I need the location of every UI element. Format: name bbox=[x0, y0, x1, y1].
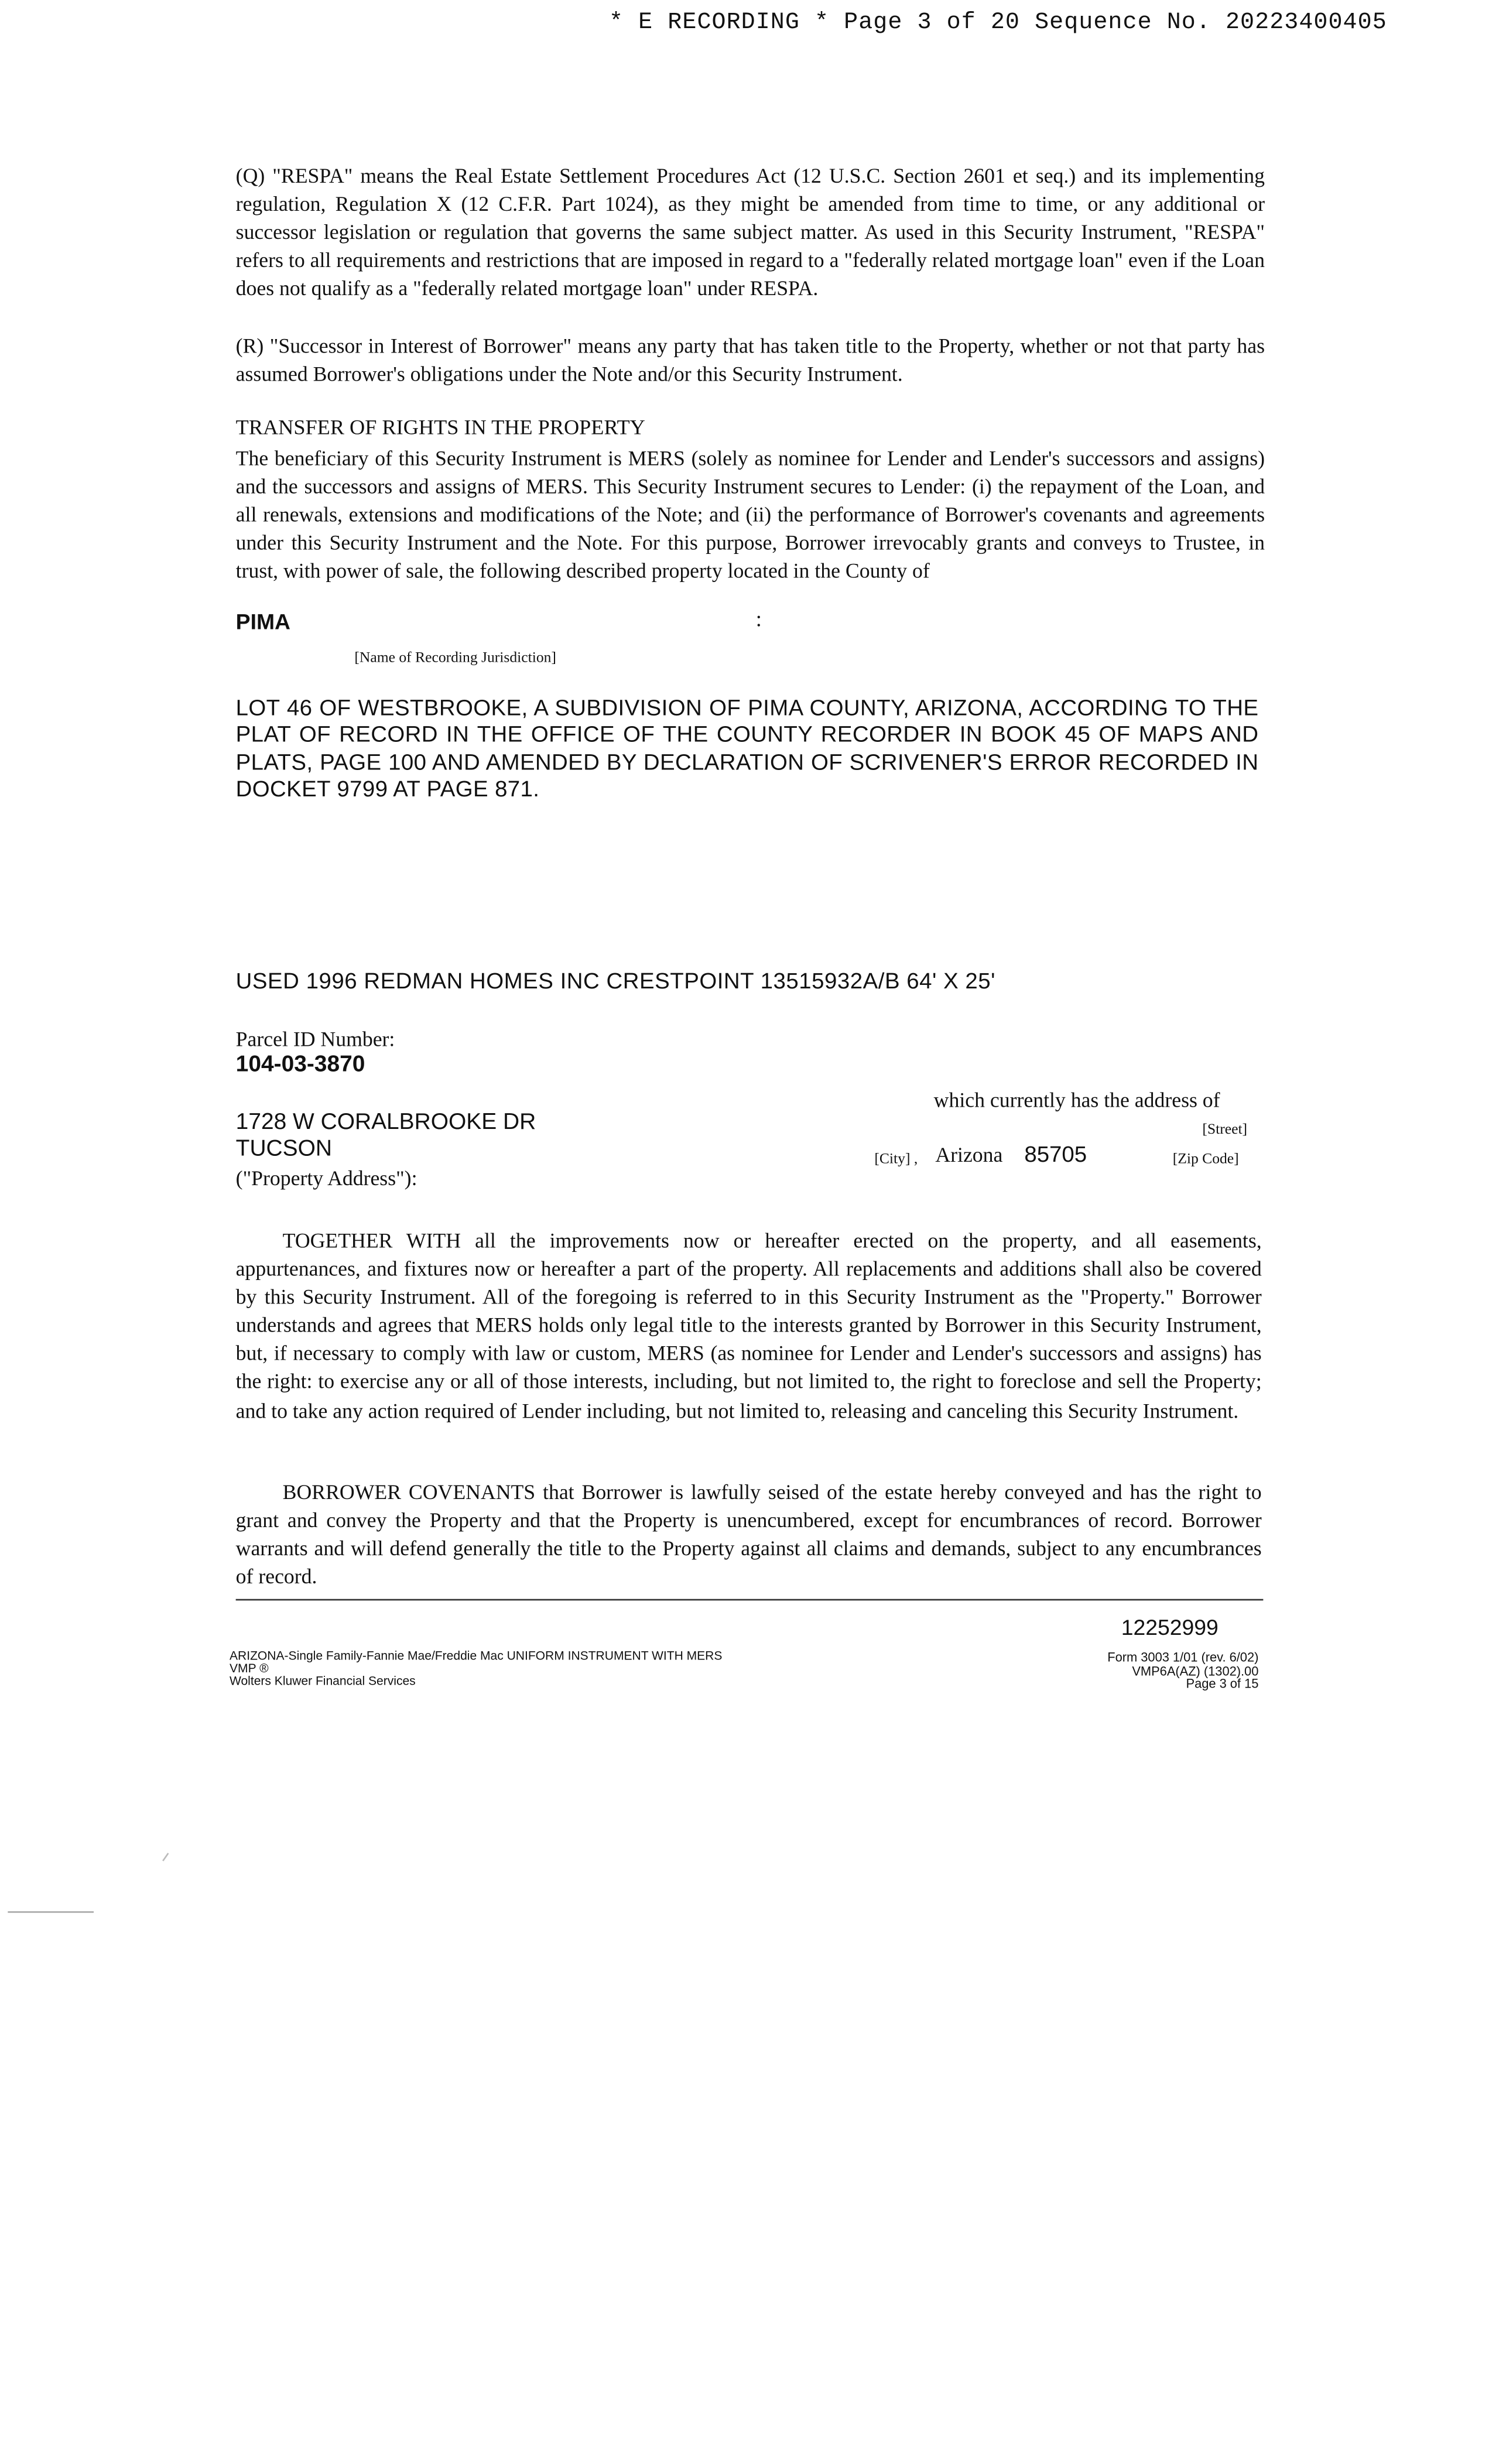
parcel-number: 104-03-3870 bbox=[235, 1052, 365, 1078]
form-publisher: Wolters Kluwer Financial Services bbox=[230, 1674, 416, 1688]
county-colon: : bbox=[755, 609, 762, 633]
transfer-body: The beneficiary of this Security Instrument is MERS (solely as nominee for Lender and Lender's successors and assigns) and the successors and assigns of MERS. This Security Instrument secures to Lender: (i) the repayment of the Loan, and all renewals, extensions and modifications of the Note; and (ii) the performance of Borrower's covenants and agreements under this Security Instrument and the Note. For this purpose, Borrower irrevocably grants and conveys to Trustee, in trust, with power of sale, the following described property located in the County of bbox=[235, 446, 1265, 583]
form-title: ARIZONA-Single Family-Fannie Mae/Freddie Mac UNIFORM INSTRUMENT WITH MERS bbox=[230, 1649, 723, 1664]
state-value: Arizona bbox=[935, 1143, 1003, 1167]
borrower-covenants-paragraph: BORROWER COVENANTS that Borrower is lawfully seised of the estate hereby conveyed and has the right to grant and convey the Property and that the Property is unencumbered, except for encumbrances of record. Borrower warrants and will defend generally the title to the Property against all claims and demands, subject to any encumbrances of record. bbox=[235, 1480, 1262, 1589]
zip-value: 85705 bbox=[1024, 1143, 1087, 1168]
scan-artifact-mark bbox=[162, 1853, 176, 1867]
mobile-home-description: USED 1996 REDMAN HOMES INC CRESTPOINT 13515932A/B 64' X 25' bbox=[235, 970, 996, 995]
form-code: VMP6A(AZ) (1302).00 bbox=[1132, 1664, 1259, 1679]
form-page-number: Page 3 of 15 bbox=[1186, 1677, 1259, 1692]
county-value: PIMA bbox=[235, 609, 291, 634]
transfer-heading: TRANSFER OF RIGHTS IN THE PROPERTY bbox=[235, 415, 645, 439]
respa-definition: (Q) "RESPA" means the Real Estate Settlement Procedures Act (12 U.S.C. Section 2601 et seq.) and its implementing regulation, Regulation X (12 C.F.R. Part 1024), as they might be amended from time to time, or any additional or successor legislation or regulation that governs the same subject matter. As used in this Security Instrument, "RESPA" refers to all requirements and restrictions that are imposed in regard to a "federally related mortgage loan" even if the Loan does not qualify as a "federally related mortgage loan" under RESPA. bbox=[235, 164, 1265, 301]
footer-divider bbox=[236, 1599, 1264, 1601]
loan-number: 12252999 bbox=[1121, 1614, 1219, 1640]
street-value: 1728 W CORALBROOKE DR bbox=[235, 1110, 536, 1135]
together-with-paragraph: TOGETHER WITH all the improvements now or hereafter erected on the property, and all easements, appurtenances, and fixtures now or hereafter a part of the property. All replacements and additions shall also be covered by this Security Instrument. All of the foregoing is referred to in this Security Instrument as the "Property." Borrower understands and agrees that MERS holds only legal title to the interests granted by Borrower in this Security Instrument, but, if necessary to comply with law or custom, MERS (as nominee for Lender and Lender's successors and assigns) has the right: to exercise any or all of those interests, including, but not limited to, the right to foreclose and sell the Property; and to take any action required of Lender including, but not limited to, releasing and canceling this Security Instrument. bbox=[235, 1228, 1262, 1422]
property-address-label: ("Property Address"): bbox=[235, 1166, 417, 1190]
zip-label: [Zip Code] bbox=[1172, 1151, 1239, 1168]
jurisdiction-label: [Name of Recording Jurisdiction] bbox=[354, 649, 556, 667]
successor-definition: (R) "Successor in Interest of Borrower" means any party that has taken title to the Property, whether or not that party has assumed Borrower's obligations under the Note and/or this Security Instrument. bbox=[235, 334, 1265, 386]
form-number: Form 3003 1/01 (rev. 6/02) bbox=[1107, 1650, 1259, 1665]
form-vmp-mark: VMP ® bbox=[230, 1661, 269, 1676]
scan-artifact-line bbox=[8, 1911, 94, 1913]
legal-description: LOT 46 OF WESTBROOKE, A SUBDIVISION OF PIMA COUNTY, ARIZONA, ACCORDING TO THE PLAT OF RECORD IN THE OFFICE OF THE COUNTY RECORDER IN BOOK 45 OF MAPS AND PLATS, PAGE 100 AND AMENDED BY DECLARATION OF SCRIVENER'S ERROR RECORDED IN DOCKET 9799 AT PAGE 871. bbox=[235, 696, 1259, 803]
street-label: [Street] bbox=[1202, 1121, 1248, 1139]
recording-header: * E RECORDING * Page 3 of 20 Sequence No. 20223400405 bbox=[609, 9, 1387, 36]
city-label: [City] , bbox=[874, 1151, 918, 1168]
city-value: TUCSON bbox=[235, 1137, 333, 1162]
address-intro: which currently has the address of bbox=[933, 1088, 1220, 1112]
parcel-label: Parcel ID Number: bbox=[235, 1027, 395, 1051]
